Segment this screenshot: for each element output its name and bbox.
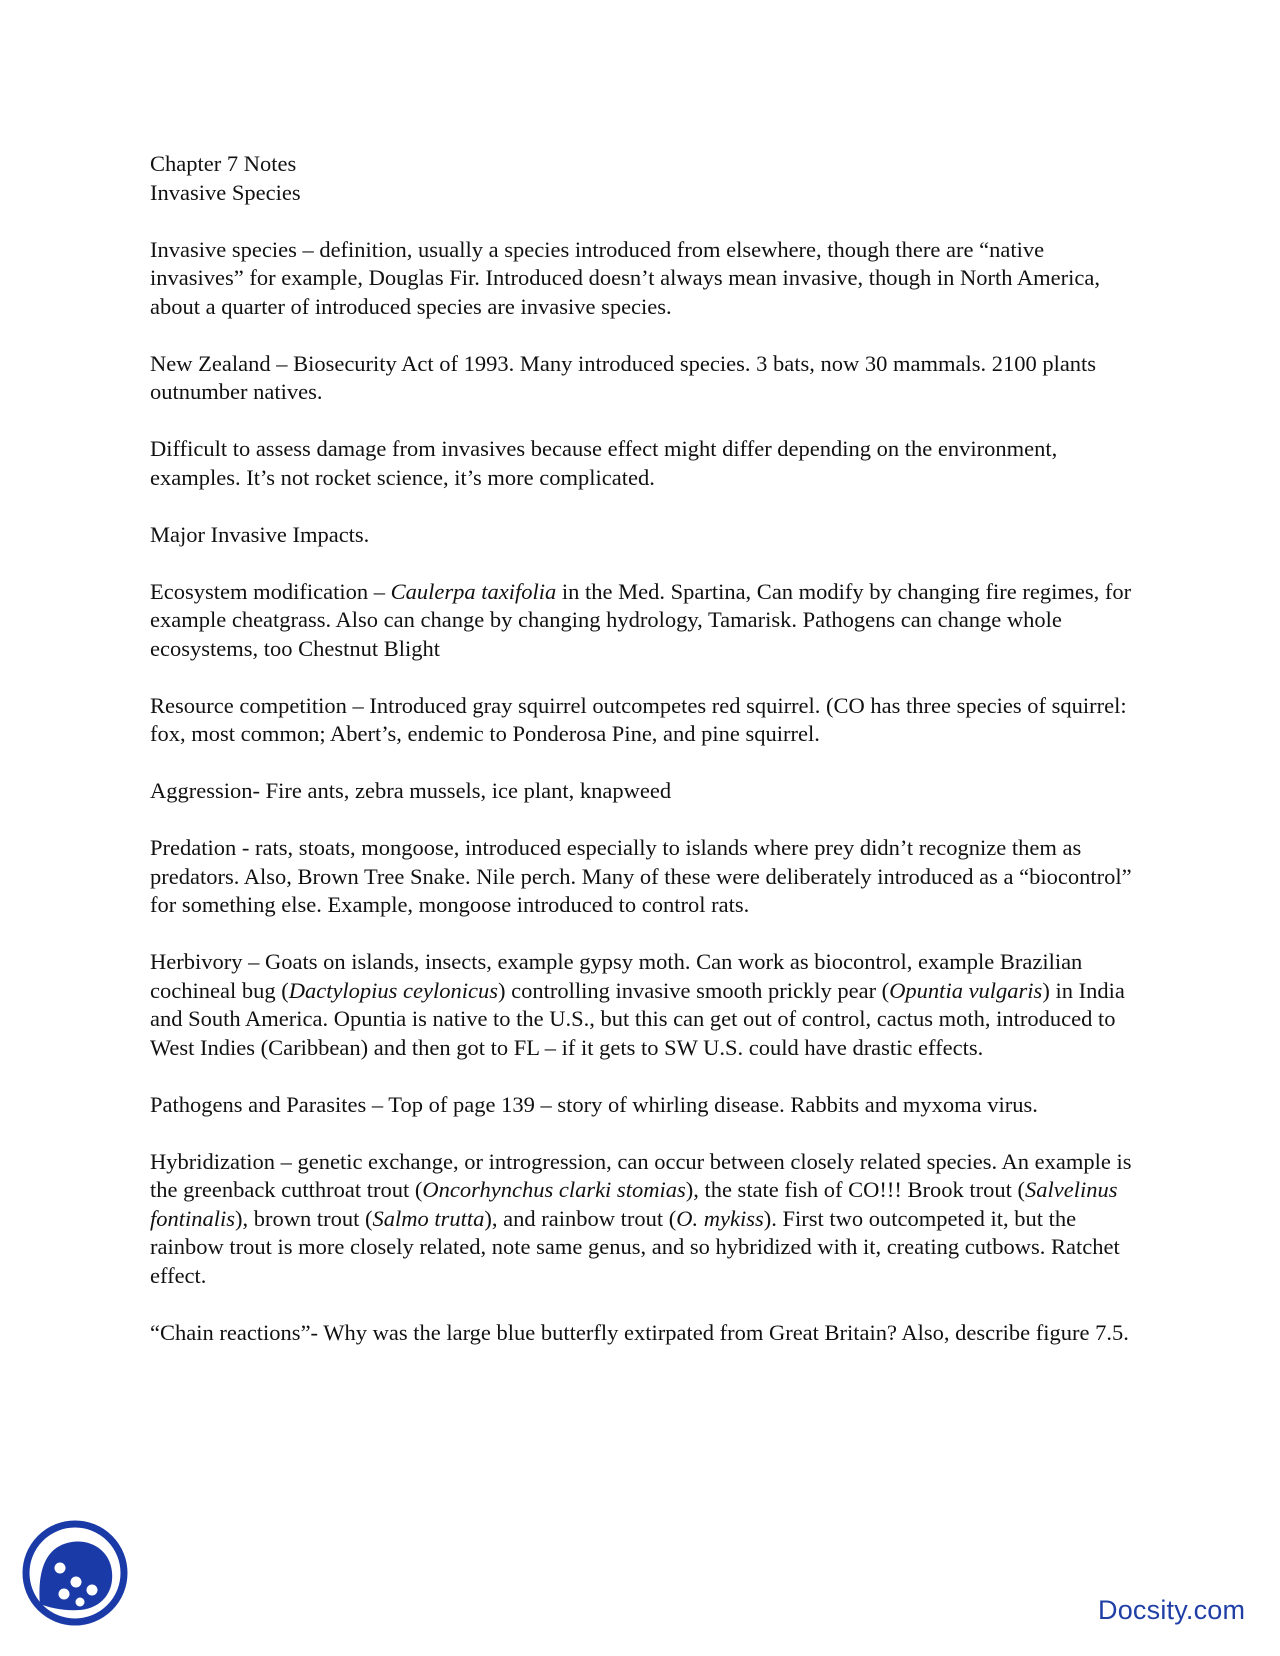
chapter-subtitle: Invasive Species (150, 179, 301, 205)
para-ecosystem-modification (150, 578, 1140, 664)
para-hybridization (150, 1148, 1140, 1291)
species-name: Oncorhynchus clarki stomias (422, 1177, 686, 1202)
paragraph-text: ) in India and South America. Opuntia is native to the U.S., but this can get out of control, cactus moth, introduced to West Indies (Caribbean) and then got to FL – if it gets to SW U.S. could have drastic effects. (150, 977, 1125, 1060)
paragraph-text: Pathogens and Parasites – Top of page 139 – story of whirling disease. Rabbits and myxoma virus. (150, 1091, 1038, 1117)
paragraph-text: Aggression- Fire ants, zebra mussels, ice plant, knapweed (150, 778, 672, 803)
para-predation (150, 834, 1140, 920)
paragraph-text: ), brown trout ( (235, 1205, 373, 1231)
species-name: O. mykiss (676, 1205, 764, 1231)
species-name: Salmo trutta (372, 1205, 485, 1231)
title-block (150, 150, 1140, 207)
para-new-zealand (150, 350, 1140, 407)
notes-body (150, 236, 1140, 1348)
species-name: Opuntia vulgaris (889, 977, 1043, 1003)
paragraph-text: “Chain reactions”- Why was the large blue butterfly extirpated from Great Britain? Also, describe figure 7.5. (150, 1319, 1129, 1345)
paragraph-text: in the Med. Spartina, Can modify by changing fire regimes, for example cheatgrass. Also can change by changing hydrology, Tamarisk. Pathogens can change whole ecosystems, too Chestnut Blight (150, 578, 1132, 661)
document-page (150, 150, 1140, 1376)
paragraph-text: Resource competition – Introduced gray squirrel outcompetes red squirrel. (CO has three species of squirrel: fox, most common; Abert’s, endemic to Ponderosa Pine, and pine squirrel. (150, 692, 1127, 746)
species-name: Caulerpa taxifolia (390, 578, 557, 604)
paragraph-text: Predation - rats, stoats, mongoose, introduced especially to islands where prey didn’t recognize them as predators. Also, Brown Tree Snake. Nile perch. Many of these were deliberately introduced as a “biocontrol” for something else. Example, mongoose introduced to control rats. (150, 835, 1132, 917)
paragraph-text: Difficult to assess damage from invasives because effect might differ depending on the environment, examples. It’s not rocket science, it’s more complicated. (150, 436, 1058, 490)
paragraph-text: Major Invasive Impacts. (150, 521, 370, 547)
paragraph-text: Herbivory – Goats on islands, insects, example gypsy moth. Can work as biocontrol, example Brazilian cochineal bug ( (150, 949, 1083, 1003)
paragraph-text: ), and rainbow trout ( (484, 1205, 677, 1231)
para-resource-competition (150, 692, 1140, 749)
docsity-brand-link[interactable]: Docsity.com (1098, 1595, 1246, 1625)
chapter-title: Chapter 7 Notes (150, 151, 297, 176)
para-pathogens (150, 1091, 1140, 1120)
species-name: Dactylopius ceylonicus (288, 977, 499, 1003)
docsity-logo-icon[interactable] (20, 1518, 130, 1628)
paragraph-text: Hybridization – genetic exchange, or introgression, can occur between closely related species. An example is the greenback cutthroat trout ( (150, 1148, 1132, 1202)
paragraph-text: ). First two outcompeted it, but the rainbow trout is more closely related, note same genus, and so hybridized with it, creating cutbows. Ratchet effect. (150, 1205, 1120, 1288)
paragraph-text: Invasive species – definition, usually a species introduced from elsewhere, though there are “native invasives” for example, Douglas Fir. Introduced doesn’t always mean invasive, though in North America, about a quarter of introduced species are invasive species. (150, 236, 1100, 319)
paragraph-text: New Zealand – Biosecurity Act of 1993. Many introduced species. 3 bats, now 30 mammals. 2100 plants outnumber natives. (150, 350, 1097, 404)
paragraph-text: ) controlling invasive smooth prickly pear ( (498, 977, 890, 1003)
paragraph-text: ), the state fish of CO!!! Brook trout ( (685, 1177, 1026, 1202)
para-herbivory (150, 948, 1140, 1062)
para-major-impacts (150, 521, 1140, 550)
paragraph-text: Ecosystem modification – (150, 578, 391, 604)
species-name: Salvelinus fontinalis (150, 1177, 1118, 1231)
para-aggression (150, 777, 1140, 806)
para-chain-reactions (150, 1319, 1140, 1348)
para-invasive-definition (150, 236, 1140, 322)
para-difficult-to-assess (150, 435, 1140, 492)
